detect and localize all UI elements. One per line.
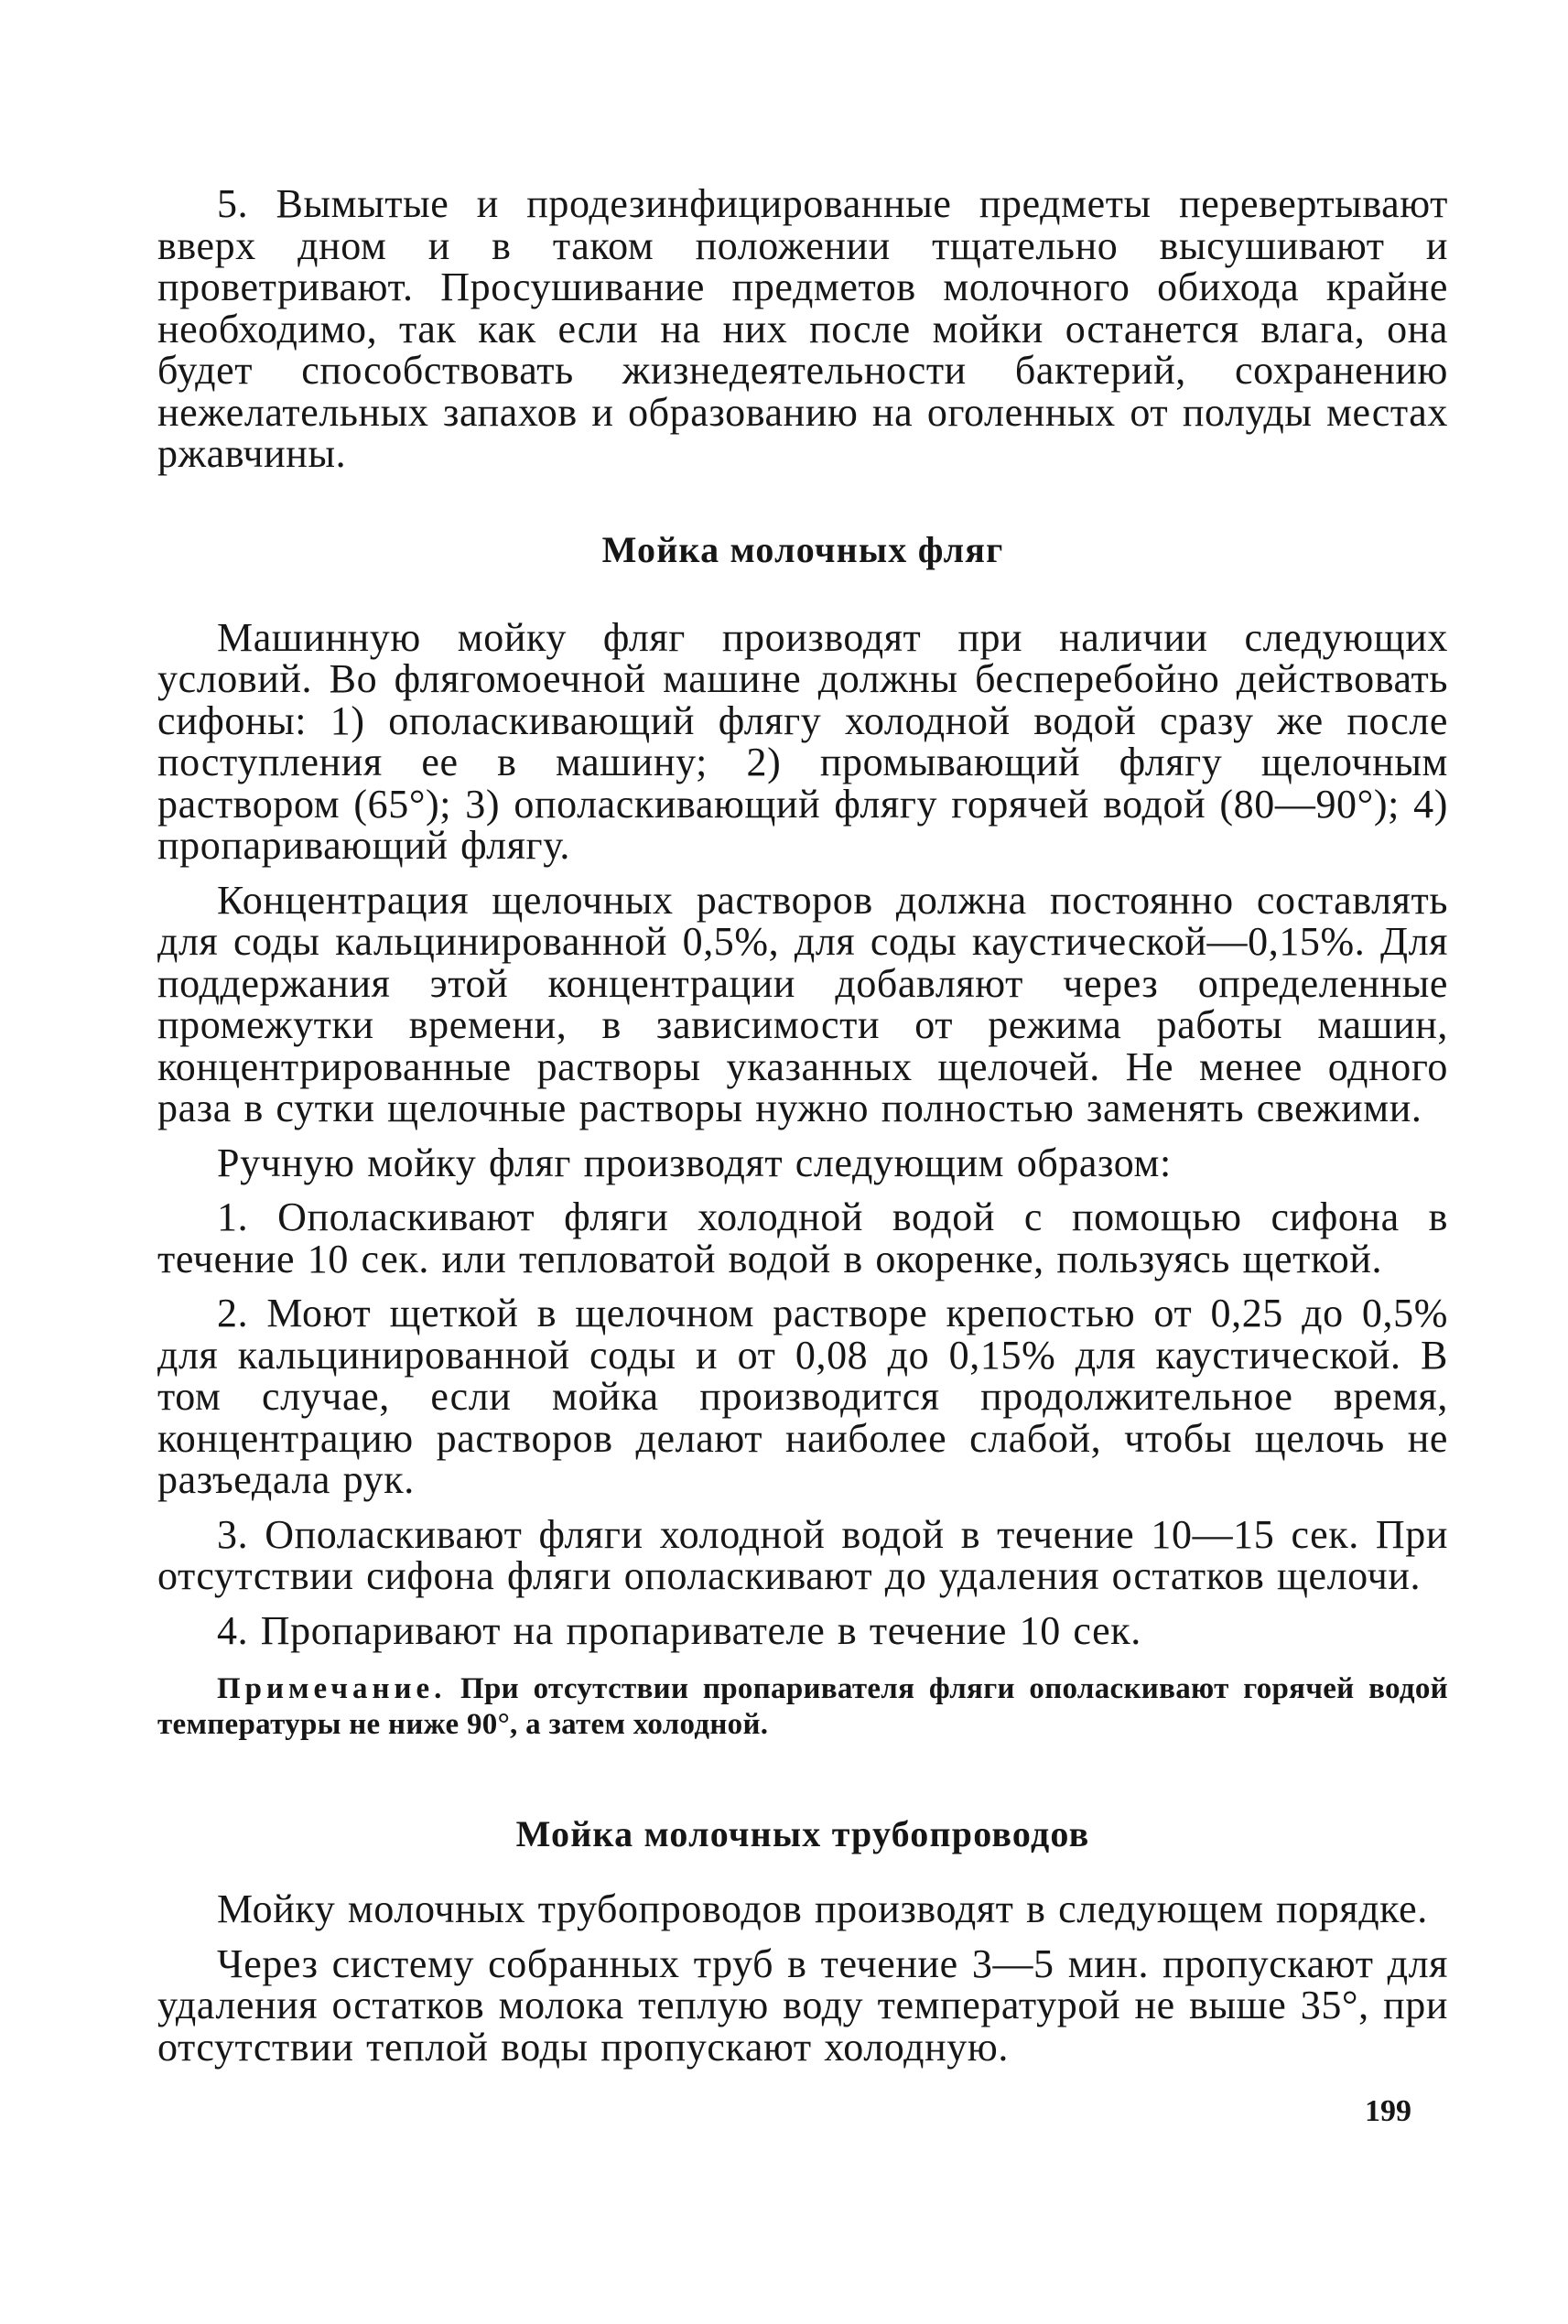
note xyxy=(157,1671,1448,1743)
paragraph-pipeline-flush: Через систему собранных труб в течение 3—5 мин. пропускают для удаления остатков молока теплую воду температурой не выше 35°, при отсутствии теплой воды пропускают холодную. xyxy=(157,1940,1448,2070)
page-body xyxy=(157,183,1448,2068)
note-text: При отсутствии пропаривателя фляги ополаскивают горячей водой температуры не ниже 90°, а затем холодной. xyxy=(157,1672,1448,1741)
list-item-rinse-cold: 3. Ополаскивают фляги холодной водой в течение 10—15 сек. При отсутствии сифона фляги ополаскивают до удаления остатков щелочи. xyxy=(157,1511,1448,1598)
note-label: Примечание. xyxy=(217,1672,447,1705)
paragraph-machine-washing: Машинную мойку фляг производят при наличии следующих условий. Во флягомоечной машине должны бесперебойно действовать сифоны: 1) ополаскивающий флягу холодной водой сразу же после поступления ее в машину; 2) промывающий флягу щелочным раствором (65°); 3) ополаскивающий флягу горячей водой (80—90°); 4) пропаривающий флягу. xyxy=(157,614,1448,868)
list-item-rinse: 1. Ополаскивают фляги холодной водой с помощью сифона в течение 10 сек. или тепловатой водой в окоренке, пользуясь щеткой. xyxy=(157,1194,1448,1281)
paragraph-manual-washing: Ручную мойку фляг производят следующим образом: xyxy=(217,1140,1172,1185)
paragraph-concentration: Концентрация щелочных растворов должна постоянно составлять для соды кальцинированной 0,5%, для соды каустической—0,15%. Для поддержания этой концентрации добавляют через определенные промежутки времени, в зависимости от режима работы машин, концентрированные растворы указанных щелочей. Не менее одного раза в сутки щелочные растворы нужно полностью заменять свежими. xyxy=(157,877,1448,1130)
list-item-steam: 4. Пропаривают на пропаривателе в течение 10 сек. xyxy=(217,1607,1141,1653)
paragraph-drying: 5. Вымытые и продезинфицированные предметы перевертывают вверх дном и в таком положении тщательно высушивают и проветривают. Просушивание предметов молочного обихода крайне необходимо, так как если на них после мойки останется влага, она будет способствовать жизнедеятельности бактерий, сохранению нежелательных запахов и образованию на оголенных от полуды местах ржавчины. xyxy=(157,181,1448,476)
page-number: 199 xyxy=(1365,2094,1411,2128)
heading-flask-washing: Мойка молочных фляг xyxy=(601,528,1004,570)
heading-pipeline-washing: Мойка молочных трубопроводов xyxy=(515,1813,1090,1854)
list-item-wash: 2. Моют щеткой в щелочном растворе крепостью от 0,25 до 0,5% для кальцинированной соды и от 0,08 до 0,15% для каустической. В том случае, если мойка производится продолжительное время, концентрацию растворов делают наиболее слабой, чтобы щелочь не разъедала рук. xyxy=(157,1291,1448,1502)
paragraph-pipeline-order: Мойку молочных трубопроводов производят в следующем порядке. xyxy=(217,1886,1428,1931)
